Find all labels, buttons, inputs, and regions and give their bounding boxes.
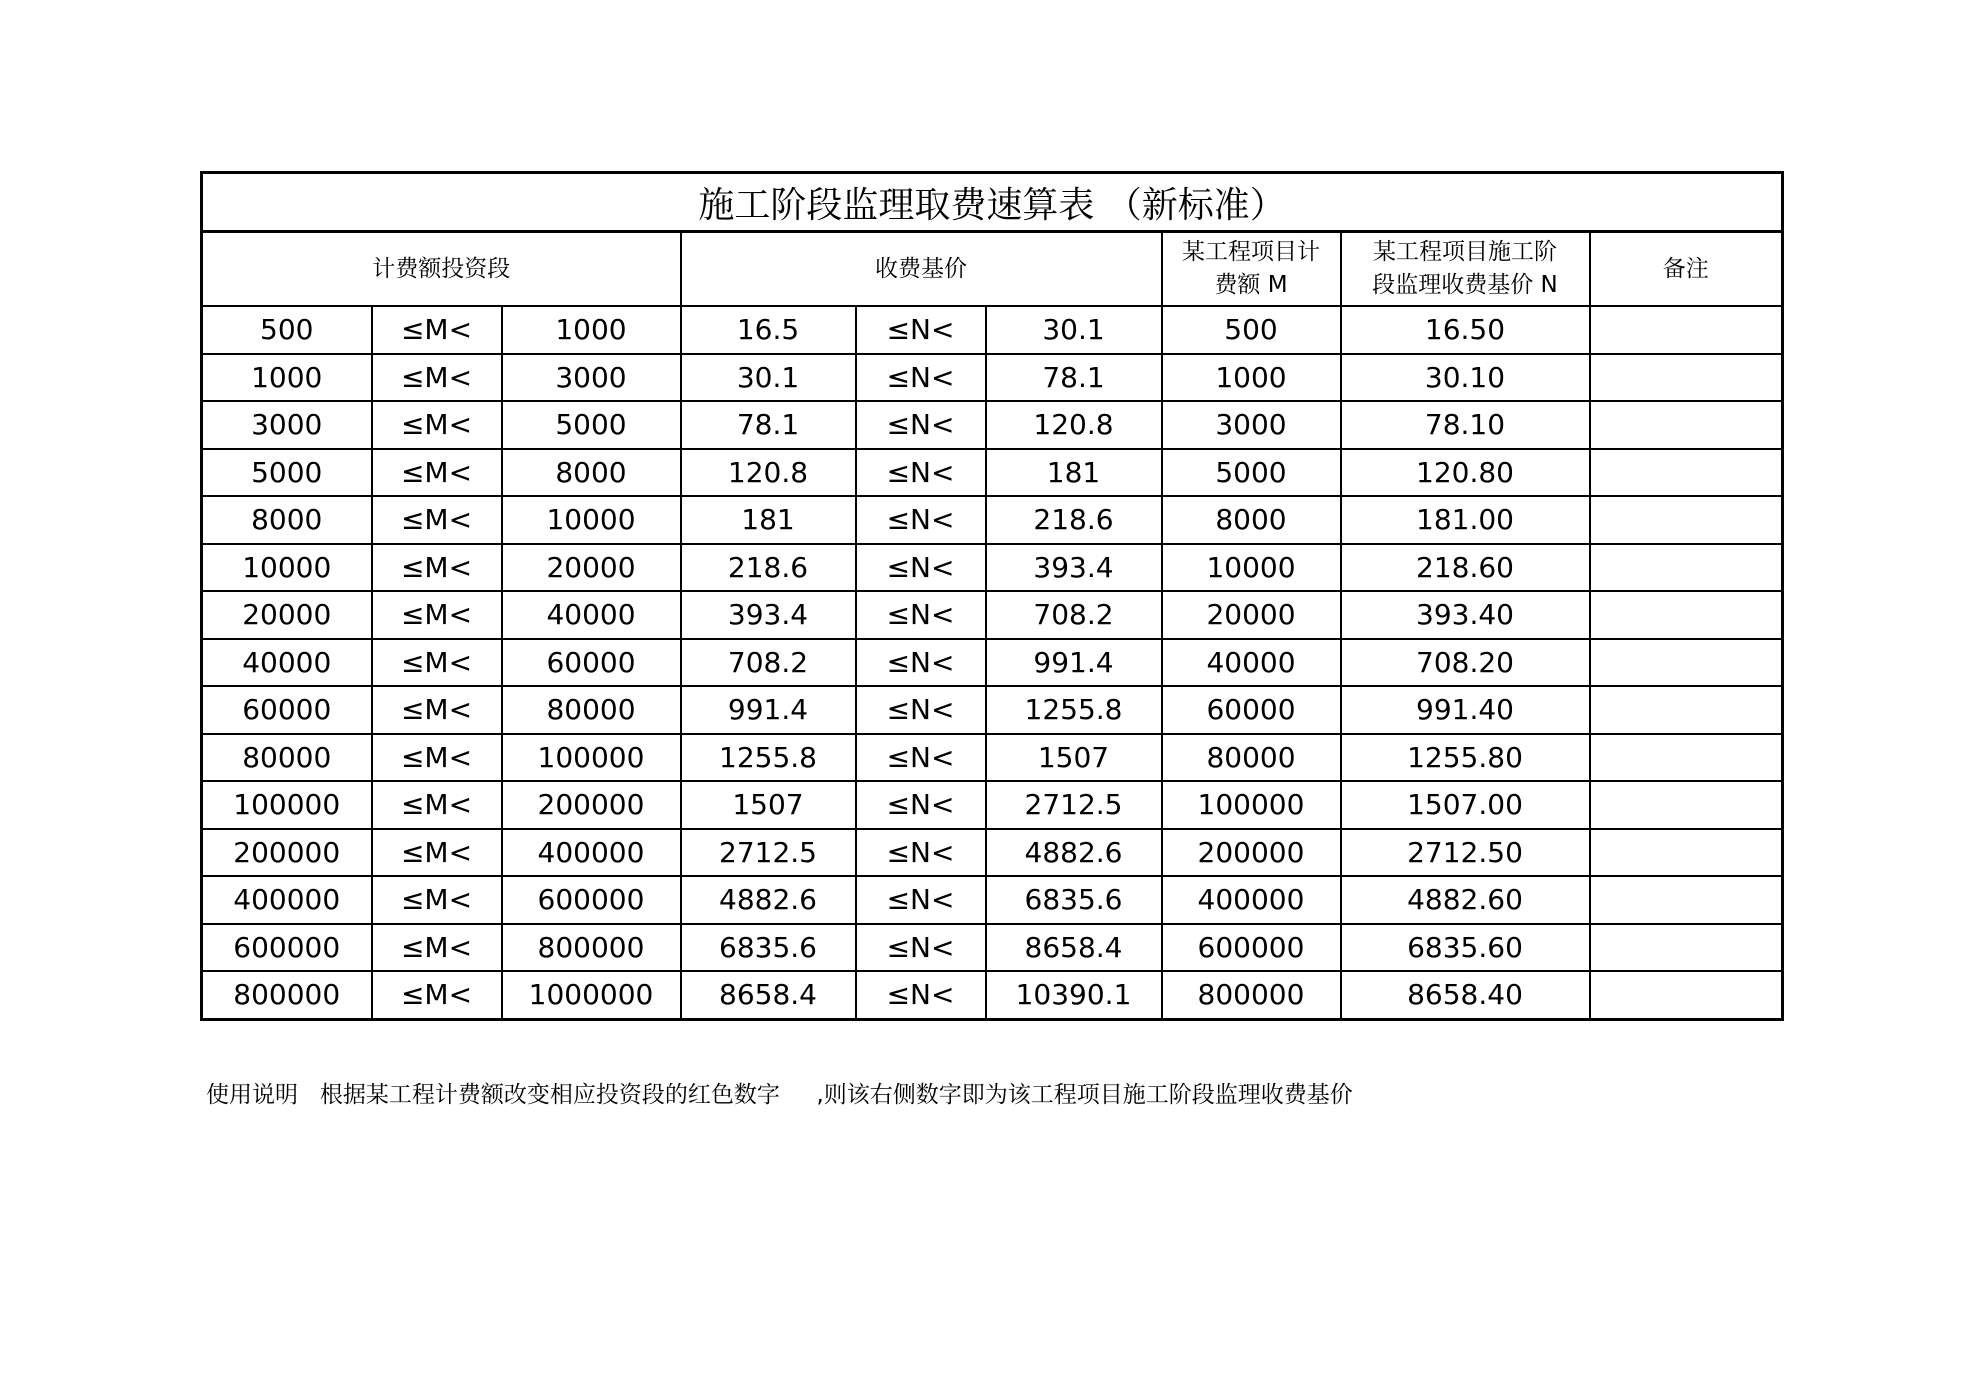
project-fee-cell: 708.20	[1341, 639, 1590, 687]
base-price-upper-cell: 120.8	[986, 401, 1162, 449]
remark-cell	[1590, 306, 1783, 354]
project-amount-cell: 600000	[1162, 924, 1341, 972]
base-price-upper-cell: 6835.6	[986, 876, 1162, 924]
investment-lower-cell: 3000	[202, 401, 372, 449]
base-price-upper-cell: 2712.5	[986, 781, 1162, 829]
m-operator-cell: ≤M<	[372, 686, 502, 734]
base-price-upper-cell: 1255.8	[986, 686, 1162, 734]
base-price-header: 收费基价	[681, 232, 1162, 307]
base-price-lower-cell: 708.2	[681, 639, 856, 687]
project-amount-cell: 20000	[1162, 591, 1341, 639]
base-price-lower-cell: 4882.6	[681, 876, 856, 924]
table-row	[202, 306, 1783, 354]
project-amount-cell: 100000	[1162, 781, 1341, 829]
project-fee-header	[1341, 232, 1590, 307]
remark-cell	[1590, 971, 1783, 1019]
project-fee-cell: 8658.40	[1341, 971, 1590, 1019]
base-price-upper-cell: 78.1	[986, 354, 1162, 402]
usage-note: 使用说明 根据某工程计费额改变相应投资段的红色数字 ,则该右侧数字即为该工程项目施工阶段监理收费基价	[206, 1082, 1353, 1108]
m-operator-cell: ≤M<	[372, 734, 502, 782]
fee-table-body	[202, 173, 1783, 1020]
fee-table	[200, 171, 1784, 1021]
remark-cell	[1590, 354, 1783, 402]
base-price-lower-cell: 1507	[681, 781, 856, 829]
investment-lower-cell: 60000	[202, 686, 372, 734]
project-amount-cell: 8000	[1162, 496, 1341, 544]
table-row	[202, 924, 1783, 972]
investment-upper-cell: 5000	[502, 401, 681, 449]
table-row	[202, 686, 1783, 734]
m-operator-cell: ≤M<	[372, 591, 502, 639]
remark-cell	[1590, 781, 1783, 829]
n-operator-cell: ≤N<	[856, 354, 986, 402]
remark-cell	[1590, 734, 1783, 782]
base-price-lower-cell: 2712.5	[681, 829, 856, 877]
base-price-lower-cell: 991.4	[681, 686, 856, 734]
m-operator-cell: ≤M<	[372, 544, 502, 592]
investment-lower-cell: 500	[202, 306, 372, 354]
title-row	[202, 173, 1783, 232]
m-operator-cell: ≤M<	[372, 829, 502, 877]
project-fee-cell: 393.40	[1341, 591, 1590, 639]
investment-upper-cell: 600000	[502, 876, 681, 924]
remark-cell	[1590, 496, 1783, 544]
n-operator-cell: ≤N<	[856, 829, 986, 877]
project-amount-cell: 1000	[1162, 354, 1341, 402]
m-operator-cell: ≤M<	[372, 306, 502, 354]
investment-lower-cell: 100000	[202, 781, 372, 829]
base-price-upper-cell: 181	[986, 449, 1162, 497]
investment-upper-cell: 80000	[502, 686, 681, 734]
project-fee-cell: 218.60	[1341, 544, 1590, 592]
investment-upper-cell: 1000000	[502, 971, 681, 1019]
base-price-upper-cell: 30.1	[986, 306, 1162, 354]
investment-upper-cell: 800000	[502, 924, 681, 972]
project-fee-header-line2: 段监理收费基价 N	[1372, 272, 1558, 298]
investment-lower-cell: 800000	[202, 971, 372, 1019]
project-amount-header-line2: 费额 M	[1214, 272, 1288, 298]
remark-cell	[1590, 876, 1783, 924]
investment-lower-cell: 400000	[202, 876, 372, 924]
investment-upper-cell: 20000	[502, 544, 681, 592]
n-operator-cell: ≤N<	[856, 591, 986, 639]
project-fee-cell: 30.10	[1341, 354, 1590, 402]
remark-cell	[1590, 639, 1783, 687]
project-fee-cell: 2712.50	[1341, 829, 1590, 877]
base-price-upper-cell: 10390.1	[986, 971, 1162, 1019]
m-operator-cell: ≤M<	[372, 496, 502, 544]
investment-upper-cell: 200000	[502, 781, 681, 829]
investment-lower-cell: 20000	[202, 591, 372, 639]
n-operator-cell: ≤N<	[856, 306, 986, 354]
base-price-upper-cell: 4882.6	[986, 829, 1162, 877]
n-operator-cell: ≤N<	[856, 496, 986, 544]
remark-cell	[1590, 401, 1783, 449]
n-operator-cell: ≤N<	[856, 449, 986, 497]
table-title: 施工阶段监理取费速算表 （新标准）	[202, 173, 1783, 232]
project-amount-cell: 40000	[1162, 639, 1341, 687]
table-row	[202, 734, 1783, 782]
remark-cell	[1590, 829, 1783, 877]
project-amount-header-line1: 某工程项目计	[1182, 239, 1320, 265]
base-price-lower-cell: 78.1	[681, 401, 856, 449]
table-row	[202, 591, 1783, 639]
n-operator-cell: ≤N<	[856, 734, 986, 782]
base-price-upper-cell: 8658.4	[986, 924, 1162, 972]
project-fee-cell: 16.50	[1341, 306, 1590, 354]
table-row	[202, 639, 1783, 687]
project-amount-cell: 10000	[1162, 544, 1341, 592]
m-operator-cell: ≤M<	[372, 971, 502, 1019]
investment-range-header: 计费额投资段	[202, 232, 681, 307]
base-price-lower-cell: 181	[681, 496, 856, 544]
table-row	[202, 876, 1783, 924]
project-amount-cell: 5000	[1162, 449, 1341, 497]
n-operator-cell: ≤N<	[856, 781, 986, 829]
investment-upper-cell: 10000	[502, 496, 681, 544]
investment-lower-cell: 1000	[202, 354, 372, 402]
project-fee-cell: 181.00	[1341, 496, 1590, 544]
investment-upper-cell: 3000	[502, 354, 681, 402]
m-operator-cell: ≤M<	[372, 639, 502, 687]
project-fee-cell: 78.10	[1341, 401, 1590, 449]
investment-upper-cell: 1000	[502, 306, 681, 354]
table-row	[202, 401, 1783, 449]
m-operator-cell: ≤M<	[372, 354, 502, 402]
base-price-lower-cell: 120.8	[681, 449, 856, 497]
project-fee-cell: 120.80	[1341, 449, 1590, 497]
table-row	[202, 544, 1783, 592]
project-fee-header-line1: 某工程项目施工阶	[1373, 239, 1557, 265]
base-price-lower-cell: 393.4	[681, 591, 856, 639]
investment-lower-cell: 200000	[202, 829, 372, 877]
base-price-upper-cell: 991.4	[986, 639, 1162, 687]
investment-upper-cell: 400000	[502, 829, 681, 877]
n-operator-cell: ≤N<	[856, 686, 986, 734]
base-price-lower-cell: 6835.6	[681, 924, 856, 972]
investment-lower-cell: 600000	[202, 924, 372, 972]
project-amount-cell: 800000	[1162, 971, 1341, 1019]
table-row	[202, 496, 1783, 544]
base-price-upper-cell: 1507	[986, 734, 1162, 782]
remark-cell	[1590, 924, 1783, 972]
remark-cell	[1590, 686, 1783, 734]
remark-cell	[1590, 544, 1783, 592]
base-price-upper-cell: 218.6	[986, 496, 1162, 544]
m-operator-cell: ≤M<	[372, 401, 502, 449]
remarks-header: 备注	[1590, 232, 1783, 307]
base-price-lower-cell: 16.5	[681, 306, 856, 354]
m-operator-cell: ≤M<	[372, 449, 502, 497]
n-operator-cell: ≤N<	[856, 639, 986, 687]
investment-upper-cell: 60000	[502, 639, 681, 687]
investment-lower-cell: 5000	[202, 449, 372, 497]
base-price-lower-cell: 30.1	[681, 354, 856, 402]
table-row	[202, 354, 1783, 402]
project-amount-cell: 200000	[1162, 829, 1341, 877]
n-operator-cell: ≤N<	[856, 924, 986, 972]
table-row	[202, 829, 1783, 877]
investment-lower-cell: 10000	[202, 544, 372, 592]
table-row	[202, 449, 1783, 497]
project-amount-cell: 500	[1162, 306, 1341, 354]
m-operator-cell: ≤M<	[372, 924, 502, 972]
table-row	[202, 971, 1783, 1019]
n-operator-cell: ≤N<	[856, 401, 986, 449]
project-fee-cell: 991.40	[1341, 686, 1590, 734]
project-amount-cell: 400000	[1162, 876, 1341, 924]
remark-cell	[1590, 449, 1783, 497]
m-operator-cell: ≤M<	[372, 876, 502, 924]
header-row	[202, 232, 1783, 307]
table-row	[202, 781, 1783, 829]
base-price-upper-cell: 708.2	[986, 591, 1162, 639]
project-fee-cell: 1507.00	[1341, 781, 1590, 829]
project-amount-cell: 3000	[1162, 401, 1341, 449]
investment-upper-cell: 100000	[502, 734, 681, 782]
n-operator-cell: ≤N<	[856, 971, 986, 1019]
remark-cell	[1590, 591, 1783, 639]
project-fee-cell: 4882.60	[1341, 876, 1590, 924]
n-operator-cell: ≤N<	[856, 544, 986, 592]
project-amount-header	[1162, 232, 1341, 307]
investment-lower-cell: 8000	[202, 496, 372, 544]
project-fee-cell: 6835.60	[1341, 924, 1590, 972]
base-price-lower-cell: 8658.4	[681, 971, 856, 1019]
base-price-lower-cell: 218.6	[681, 544, 856, 592]
investment-upper-cell: 40000	[502, 591, 681, 639]
project-fee-cell: 1255.80	[1341, 734, 1590, 782]
investment-lower-cell: 40000	[202, 639, 372, 687]
base-price-lower-cell: 1255.8	[681, 734, 856, 782]
base-price-upper-cell: 393.4	[986, 544, 1162, 592]
project-amount-cell: 60000	[1162, 686, 1341, 734]
m-operator-cell: ≤M<	[372, 781, 502, 829]
investment-lower-cell: 80000	[202, 734, 372, 782]
investment-upper-cell: 8000	[502, 449, 681, 497]
n-operator-cell: ≤N<	[856, 876, 986, 924]
project-amount-cell: 80000	[1162, 734, 1341, 782]
